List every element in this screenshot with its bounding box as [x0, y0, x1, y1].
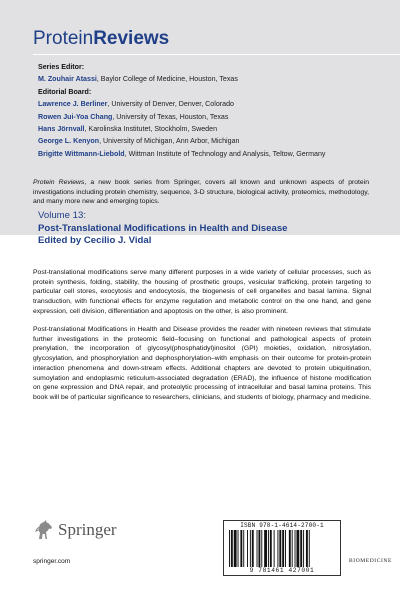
board-member	[38, 123, 394, 135]
title-divider	[33, 54, 400, 55]
description-paragraph-1: Post-translational modifications serve many different purposes in a wide variety of cellular processes, such as protein synthesis, folding, stability, the housing of prosthetic groups, vesicular trafficking, protein targeting to particular cell stores, exocytosis and endocytosis, the biogenesis of cell organelles and basal lamina. Signal transduction, with functional effects for enzyme regulation and metabolic control on the one hand, and gene expression, cell division, differentiation and apoptosis on the other, is also prominent.	[33, 269, 371, 315]
board-member-affiliation: , University of Denver, Denver, Colorado	[107, 100, 234, 109]
barcode-digits: 9 781461 427001	[249, 567, 315, 574]
volume-number: Volume 13:	[38, 210, 87, 221]
volume-title: Post-Translational Modifications in Health and Disease	[38, 222, 288, 234]
publisher-url: springer.com	[33, 558, 71, 565]
series-title-light: Protein	[33, 28, 94, 49]
isbn-barcode	[223, 520, 341, 576]
volume-editor: Edited by Cecilio J. Vidal	[38, 235, 152, 246]
board-member-name: George L. Kenyon	[38, 137, 100, 146]
series-editor-affiliation: , Baylor College of Medicine, Houston, Texas	[96, 75, 238, 84]
series-title-bold: Reviews	[93, 28, 170, 49]
springer-horse-logo-icon	[33, 519, 55, 541]
board-member-name: Brigitte Wittmann-Liebold	[38, 149, 125, 158]
series-editor-heading: Series Editor:	[38, 63, 85, 71]
board-member-affiliation: , University of Texas, Houston, Texas	[112, 112, 229, 121]
description-paragraph-2: Post-translational Modifications in Health and Disease provides the reader with nineteen reviews that stimulate further investigations in the proteomic field–focusing on functional and pathological aspects of protein prenylation, the incorporation of glycosyl(phosphatidyl)inositol (GPI) moieties, oxidation, nitrosylation, glycosylation, and phosphorylation and dephosphorylation–with emphasis on their outcome for protein-protein interaction phenomena and down-stream effects. Additional chapters are devoted to protein ubiquitination, sumoylation and endoplasmic reticulum-associated degradation (ERAD), the influence of histone modification on gene expression and DNA repair, and proteolytic processing of intracellular and basal lamina proteins. This book will be of particular significance to researchers, clinicians, and students of biology, pharmacy and medicine.	[33, 326, 372, 401]
board-member	[38, 111, 394, 123]
isbn-number: ISBN 978-1-4614-2700-1	[240, 522, 324, 529]
springer-logo	[33, 519, 133, 541]
board-member-name: Lawrence J. Berliner	[38, 100, 108, 109]
series-info-panel	[0, 0, 400, 246]
board-member	[38, 98, 394, 110]
editors-list	[38, 61, 394, 160]
board-member-name: Rowen Jui-Yoa Chang	[38, 112, 113, 121]
board-member-affiliation: , Wittman Institute of Technology and Analysis, Teltow, Germany	[124, 149, 326, 158]
volume-info	[38, 210, 378, 248]
series-editor-line	[38, 73, 394, 85]
board-member	[38, 135, 394, 147]
series-description-text: , a new book series from Springer, covers all known and unknown aspects of protein investigations including protein chemistry, sequence, 3-D structure, biological activity, proteomics, methodology, and many more new and emerging topics.	[33, 179, 369, 206]
board-member-affiliation: , University of Michigan, Ann Arbor, Michigan	[99, 137, 240, 146]
barcode-icon	[228, 530, 336, 567]
subject-category: BIOMEDICINE	[349, 558, 392, 564]
series-editor-name: M. Zouhair Atassi	[38, 75, 97, 84]
series-description	[33, 178, 369, 207]
board-member-affiliation: , Karolinska Institutet, Stockholm, Sweden	[84, 125, 218, 134]
series-title	[33, 28, 169, 50]
board-member	[38, 148, 394, 160]
series-description-italic: Protein Reviews	[33, 179, 85, 186]
board-member-name: Hans Jörnvall	[38, 125, 85, 134]
springer-wordmark: Springer	[58, 520, 117, 539]
editorial-board-heading: Editorial Board:	[38, 87, 92, 96]
